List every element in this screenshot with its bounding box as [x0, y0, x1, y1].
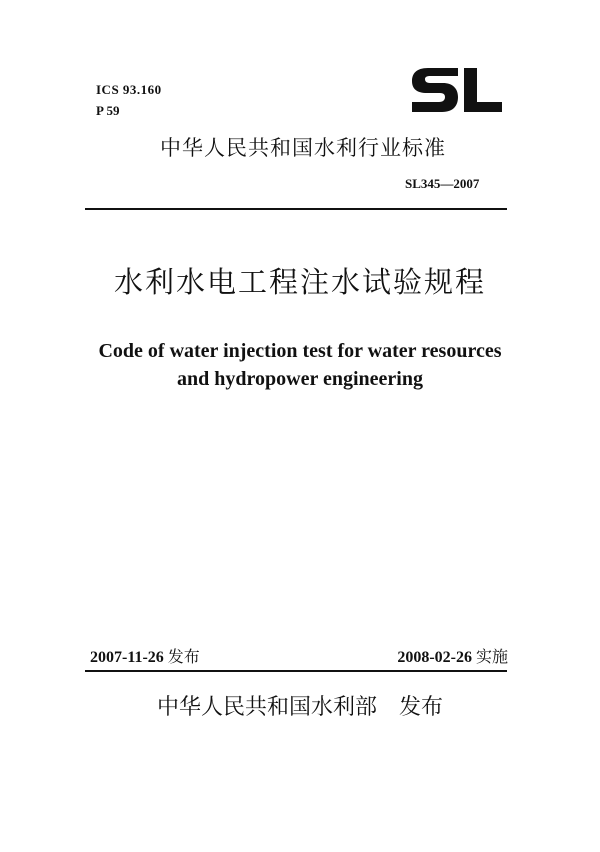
ics-code: ICS 93.160	[96, 82, 162, 97]
bottom-divider	[85, 670, 507, 672]
publisher-action: 发布	[399, 695, 444, 720]
sl-logo	[408, 62, 504, 118]
standard-type: 中华人民共和国水利行业标准	[160, 136, 446, 160]
publisher-organization: 中华人民共和国水利部	[156, 695, 377, 720]
implement-date-block	[397, 644, 508, 667]
standard-number: SL345—2007	[405, 176, 480, 191]
issue-date-block	[90, 644, 200, 667]
top-divider	[85, 208, 507, 210]
title-english-line2: and hydropower engineering	[177, 368, 423, 390]
implement-label: 实施	[475, 647, 508, 666]
implement-date: 2008-02-26	[397, 649, 472, 666]
classification-code: P 59	[96, 103, 120, 118]
title-english-line1: Code of water injection test for water resources	[98, 340, 502, 362]
title-english	[0, 337, 600, 393]
publisher	[0, 690, 600, 721]
issue-label: 发布	[167, 647, 200, 666]
title-chinese: 水利水电工程注水试验规程	[113, 265, 486, 299]
issue-date: 2007-11-26	[90, 649, 164, 666]
